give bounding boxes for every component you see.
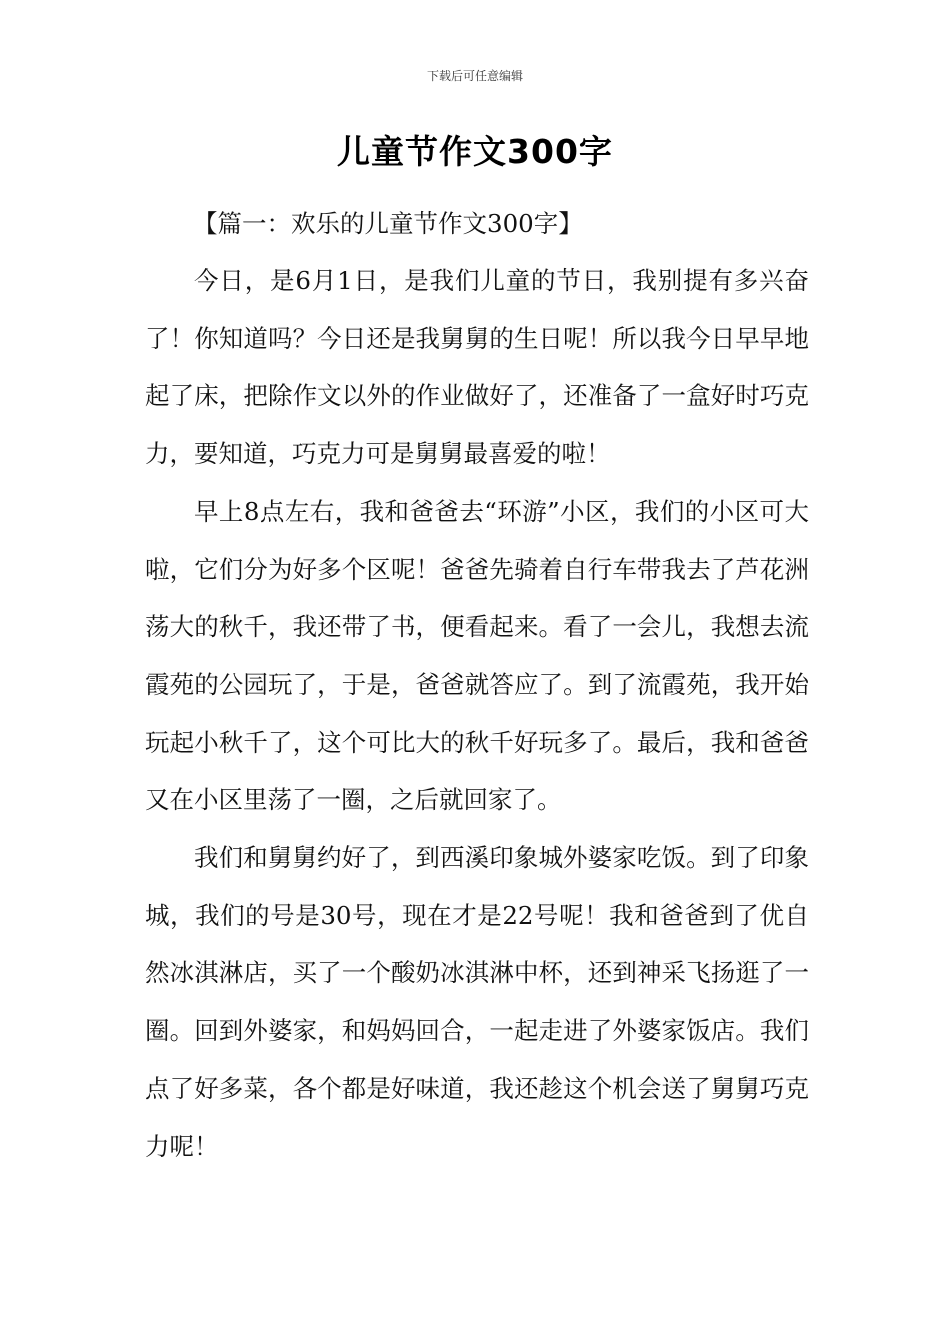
article-body: [145, 198, 809, 1175]
paragraph-3: 我们和舅舅约好了，到西溪印象城外婆家吃饭。到了印象城，我们的号是30号，现在才是22号呢！我和爸爸到了优自然冰淇淋店，买了一个酸奶冰淇淋中杯，还到神采飞扬逛了一圈。回到外婆家，和妈妈回合，一起走进了外婆家饭店。我们点了好多菜，各个都是好味道，我还趁这个机会送了舅舅巧克力呢！: [145, 843, 809, 1161]
paragraph-2: 早上8点左右，我和爸爸去“环游”小区，我们的小区可大啦，它们分为好多个区呢！爸爸先骑着自行车带我去了芦花洲荡大的秋千，我还带了书，便看起来。看了一会儿，我想去流霞苑的公园玩了，于是，爸爸就答应了。到了流霞苑，我开始玩起小秋千了，这个可比大的秋千好玩多了。最后，我和爸爸又在小区里荡了一圈，之后就回家了。: [145, 496, 809, 815]
paragraph-1: 今日，是6月1日，是我们儿童的节日，我别提有多兴奋了！你知道吗？今日还是我舅舅的生日呢！所以我今日早早地起了床，把除作文以外的作业做好了，还准备了一盒好时巧克力，要知道，巧克力可是舅舅最喜爱的啦！: [145, 266, 809, 469]
section-subtitle: 【篇一：欢乐的儿童节作文300字】: [193, 209, 583, 238]
page-title: 儿童节作文300字: [337, 132, 613, 171]
header-note: 下载后可任意编辑: [426, 69, 523, 83]
